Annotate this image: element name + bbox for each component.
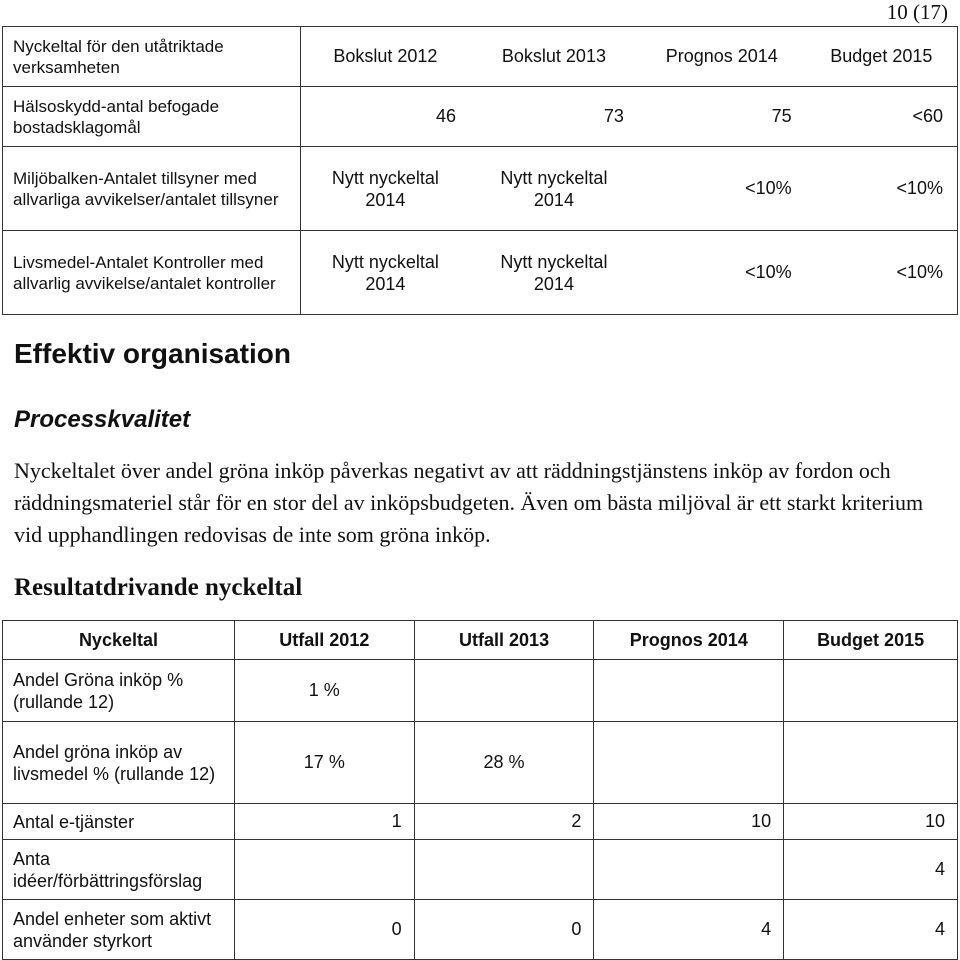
cell-value (470, 147, 638, 231)
column-header: Budget 2015 (784, 621, 958, 660)
table-row (3, 87, 958, 147)
cell-value: 0 (414, 900, 594, 960)
cell-value: 4 (784, 900, 958, 960)
cell-value (594, 722, 784, 804)
cell-value (784, 660, 958, 722)
table-row (3, 840, 958, 900)
cell-value (784, 722, 958, 804)
row-label: Anta idéer/förbättringsförslag (3, 840, 235, 900)
row-label: Miljöbalken-Antalet tillsyner med allvarliga avvikelser/antalet tillsyner (3, 147, 301, 231)
cell-value (300, 231, 470, 315)
cell-value: 17 % (234, 722, 414, 804)
cell-value: 2 (414, 804, 594, 840)
column-header: Bokslut 2013 (470, 27, 638, 87)
row-label: Andel gröna inköp av livsmedel % (rullande 12) (3, 722, 235, 804)
table-row (3, 804, 958, 840)
cell-value: 1 (234, 804, 414, 840)
kpi-table-outreach (2, 26, 958, 315)
section-heading: Effektiv organisation (14, 338, 291, 369)
cell-line: 2014 (365, 273, 406, 294)
cell-value (414, 660, 594, 722)
cell-value: 4 (594, 900, 784, 960)
cell-value: 10 (784, 804, 958, 840)
column-header: Prognos 2014 (638, 27, 806, 87)
body-paragraph: Nyckeltalet över andel gröna inköp påverkas negativt av att räddningstjänstens inköp av fordon och räddningsmateriel står för en stor del av inköpsbudgeten. Även om bästa miljöval är ett starkt kriterium vid upphandlingen redovisas de inte som gröna inköp. (14, 458, 924, 547)
cell-value: 4 (784, 840, 958, 900)
cell-value (300, 147, 470, 231)
column-header: Utfall 2013 (414, 621, 594, 660)
cell-value: 10 (594, 804, 784, 840)
column-header: Budget 2015 (806, 27, 958, 87)
cell-line: 2014 (533, 189, 574, 210)
table-row (3, 722, 958, 804)
column-header: Prognos 2014 (594, 621, 784, 660)
table-row (3, 900, 958, 960)
cell-line: 2014 (365, 189, 406, 210)
cell-value: <10% (638, 231, 806, 315)
cell-value: <10% (806, 231, 958, 315)
cell-value: <10% (806, 147, 958, 231)
table-row (3, 231, 958, 315)
sub-heading: Processkvalitet (14, 406, 191, 433)
table-header-label: Nyckeltal för den utåtriktade verksamheten (3, 27, 301, 87)
cell-value: 46 (300, 87, 470, 147)
row-label: Livsmedel-Antalet Kontroller med allvarlig avvikelse/antalet kontroller (3, 231, 301, 315)
cell-value (414, 840, 594, 900)
cell-value: <10% (638, 147, 806, 231)
results-heading: Resultatdrivande nyckeltal (14, 574, 303, 601)
cell-value (470, 231, 638, 315)
table-row (3, 147, 958, 231)
cell-line: Nytt nyckeltal (500, 251, 608, 272)
cell-line: Nytt nyckeltal (331, 251, 439, 272)
cell-line: Nytt nyckeltal (331, 167, 439, 188)
row-label: Andel enheter som aktivt använder styrkort (3, 900, 235, 960)
row-label: Hälsoskydd-antal befogade bostadsklagomål (3, 87, 301, 147)
kpi-table-results (2, 620, 958, 960)
cell-value: 1 % (234, 660, 414, 722)
cell-line: 2014 (533, 273, 574, 294)
column-header: Bokslut 2012 (300, 27, 470, 87)
cell-value: 28 % (414, 722, 594, 804)
cell-value (594, 660, 784, 722)
column-header: Nyckeltal (3, 621, 235, 660)
column-header: Utfall 2012 (234, 621, 414, 660)
row-label: Antal e-tjänster (3, 804, 235, 840)
table-header-row (3, 27, 958, 87)
table-row (3, 660, 958, 722)
cell-value (234, 840, 414, 900)
row-label: Andel Gröna inköp % (rullande 12) (3, 660, 235, 722)
cell-value: <60 (806, 87, 958, 147)
cell-line: Nytt nyckeltal (500, 167, 608, 188)
cell-value: 75 (638, 87, 806, 147)
table-header-row (3, 621, 958, 660)
cell-value (594, 840, 784, 900)
page-number: 10 (17) (886, 0, 948, 24)
cell-value: 0 (234, 900, 414, 960)
cell-value: 73 (470, 87, 638, 147)
